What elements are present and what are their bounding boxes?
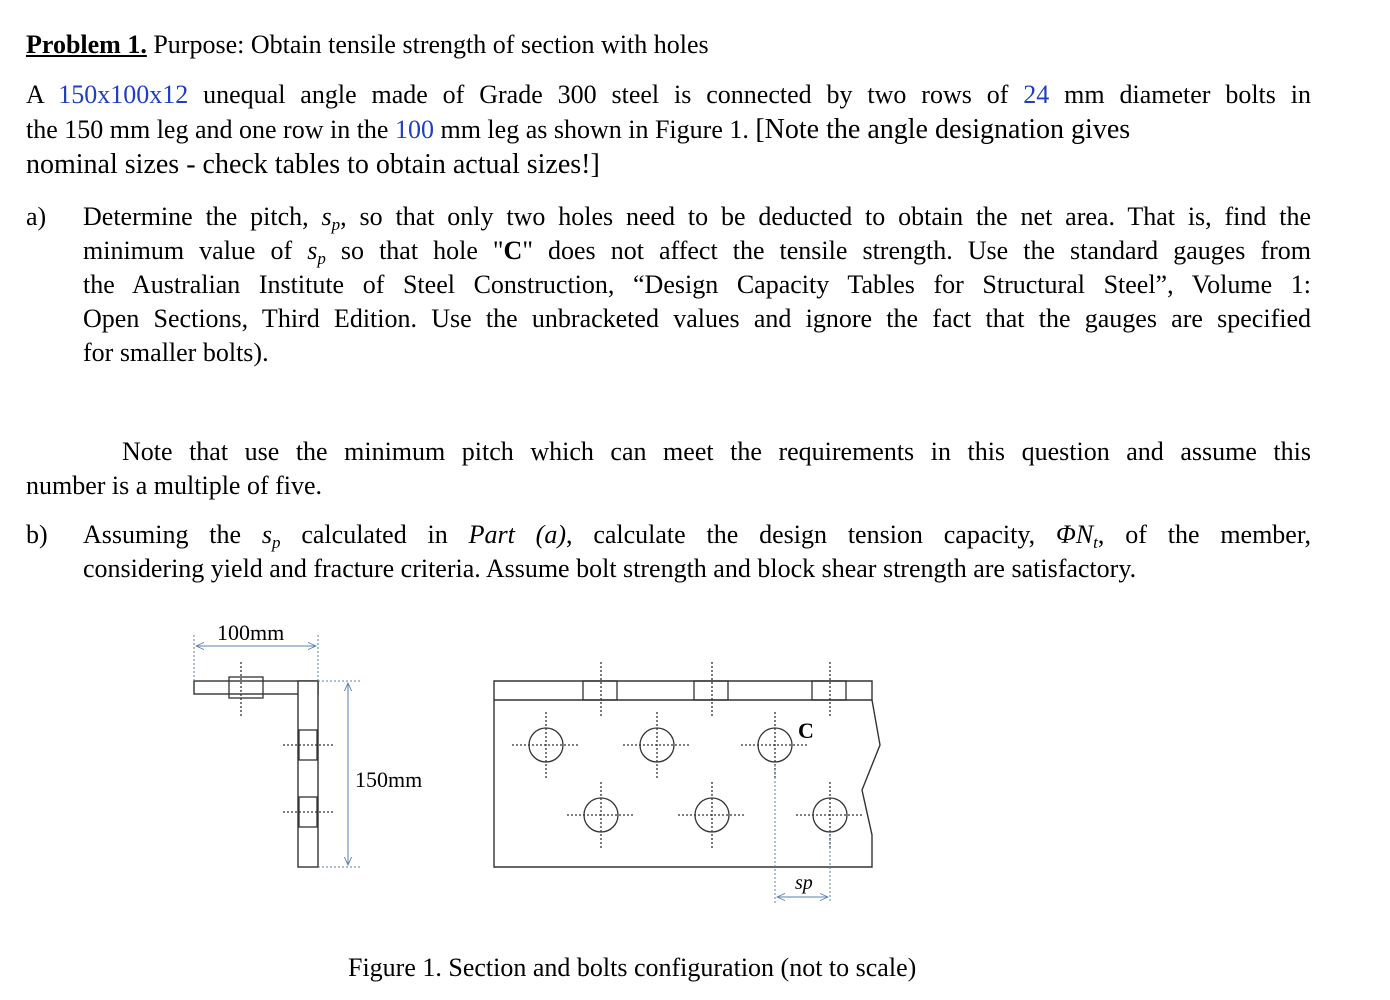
hole-c <box>741 712 809 778</box>
dim-150mm-label: 150mm <box>355 767 423 792</box>
part-a-note-2: number is a multiple of five. <box>26 471 323 500</box>
part-a-note-1: Note that use the minimum pitch which can meet the requirements in this question and assume this <box>122 437 1311 466</box>
part-a-line-4: Open Sections, Third Edition. Use the unbracketed values and ignore the fact that the gauges are specified <box>83 304 1311 333</box>
part-a-line-5: for smaller bolts). <box>83 338 269 367</box>
part-a-ref: Part (a) <box>468 520 566 549</box>
intro-line-1: A 150x100x12 unequal angle made of Grade 300 steel is connected by two rows of 24 mm diameter bolts in <box>26 80 1312 109</box>
angle-bolt-low <box>283 797 335 827</box>
capacity-symbol: ΦN <box>1056 520 1094 549</box>
plan-top-bolt-2 <box>694 662 728 716</box>
angle-bolt-mid <box>283 730 335 760</box>
dim-150mm <box>318 681 362 867</box>
angle-section <box>194 681 318 867</box>
dim-100mm <box>194 635 318 680</box>
angle-bolt-top <box>229 662 263 716</box>
dim-pitch <box>775 765 830 903</box>
part-a-line-1: Determine the pitch, $s_p$, so that only two holes need to be deducted to obtain the net area. That is, find the <box>83 202 1312 234</box>
problem-title <box>26 30 709 60</box>
intro-line-2: the 150 mm leg and one row in the 100 mm leg as shown in Figure 1. [Note the angle designation gives <box>26 114 1131 145</box>
problem-purpose: Purpose: Obtain tensile strength of section with holes <box>146 30 709 59</box>
intro-note: [Note the angle designation gives <box>755 114 1131 145</box>
part-a-label: a) <box>26 202 47 231</box>
pitch-label: sp <box>795 872 813 894</box>
hole-row2-3 <box>796 782 864 848</box>
part-b-line-2: considering yield and fracture criteria. Assume bolt strength and block shear strength are satisfactory. <box>83 554 1137 583</box>
short-leg-size: 100 <box>394 115 434 144</box>
problem-label: Problem 1. <box>26 30 147 59</box>
dim-100mm-label: 100mm <box>217 620 285 645</box>
part-a-line-2: minimum value of $s_p$ so that hole "C" does not affect the tensile strength. Use the standard gauges from <box>83 236 1311 268</box>
plan-outline <box>494 681 880 867</box>
hole-row1-1 <box>512 712 580 778</box>
hole-row2-1 <box>567 782 635 848</box>
part-a-line-3: the Australian Institute of Steel Construction, “Design Capacity Tables for Structural Steel”, Volume 1: <box>83 270 1311 299</box>
angle-designation: 150x100x12 <box>58 80 189 109</box>
plan-top-bolt-3 <box>812 662 846 716</box>
figure-caption: Figure 1. Section and bolts configuration (not to scale) <box>348 953 917 982</box>
plan-top-bolt-1 <box>583 662 617 716</box>
hole-c-label: C <box>798 718 814 743</box>
hole-row1-2 <box>623 712 691 778</box>
intro-line-3: nominal sizes - check tables to obtain actual sizes!] <box>26 149 600 180</box>
hole-row2-2 <box>678 782 746 848</box>
part-b-label: b) <box>26 520 48 549</box>
part-b-line-1: Assuming the $s_p$ calculated in Part (a), calculate the design tension capacity, $\Phi N_t$, of the member, <box>83 520 1311 552</box>
bolt-diameter: 24 <box>1023 80 1050 109</box>
hole-c-ref: C <box>503 236 523 265</box>
